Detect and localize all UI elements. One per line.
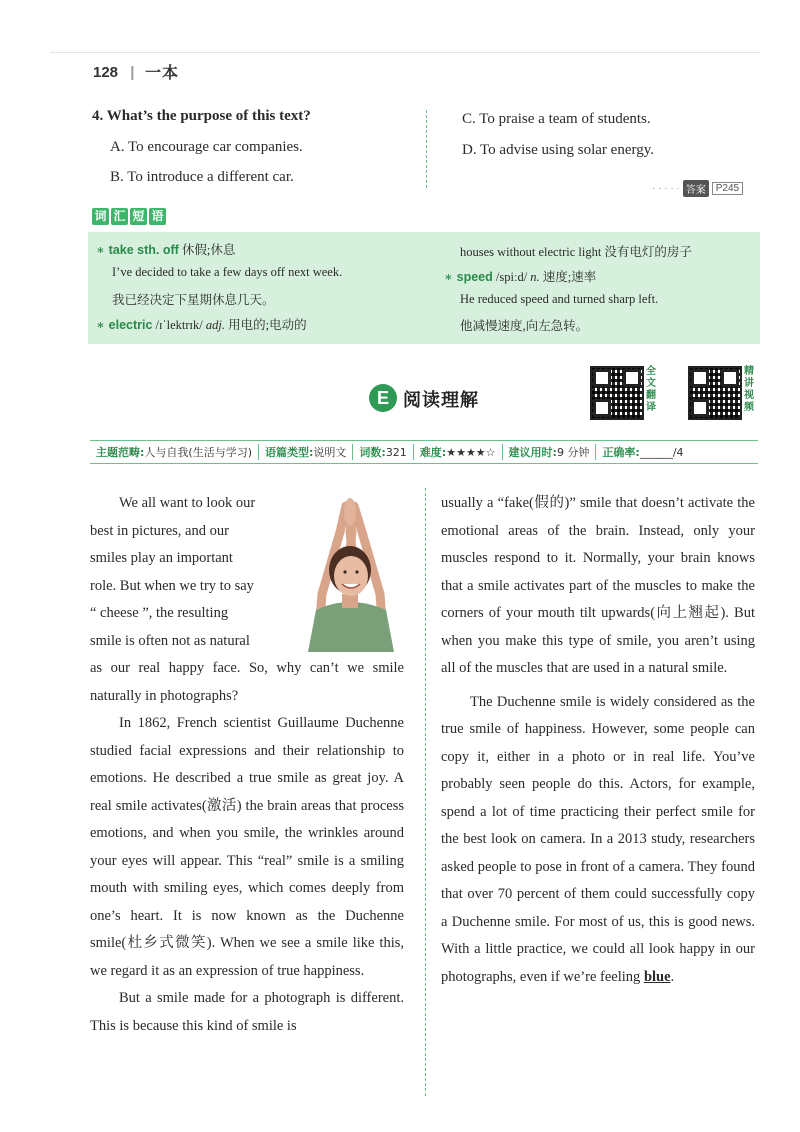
qr-label-video: 精 讲 视 频 xyxy=(744,366,754,413)
answer-page: P245 xyxy=(712,182,743,195)
passage-p2: In 1862, French scientist Guillaume Duchenne studied facial expressions and their relationship to emotions. He described a true smile as great joy. A real smile activates(激活) the brain areas that process emotions, and when you smile, the wrinkles around your eyes will appear. This “real” smile is a smiling mouth with smiling eyes, which comes deeply from one’s heart. It is now known as the Duchenne smile(杜乡式微笑). When we see a smile like this, we regard it as an expression of true happiness. xyxy=(90,715,404,979)
passage-p4: The Duchenne smile is widely considered as the true smile of happiness. However, some people can copy it, either in a photo or in real life. You’ve probably seen people do this. Actors, for example, spend a lot of time practicing their perfect smile for the best look on camera. In a 2013 study, researchers asked people to pose in front of a camera. They found that over 70 percent of them could successfully copy a Duchenne smile. For most of us, this is good news. With a little practice, we could all look happy in our photographs, even if we’re feeling blue. xyxy=(441,693,755,985)
answer-reference: · · · · · 答案 P245 xyxy=(652,180,743,197)
qr-code-translation[interactable] xyxy=(590,366,644,420)
vocab-entry-speed: ∗ speed /spiːd/ n. 速度;速率 xyxy=(444,270,597,284)
vocab-electric-example: houses without electric light 没有电灯的房子 xyxy=(460,245,692,259)
vocab-heading: 词 汇 短 语 xyxy=(92,208,166,225)
info-words: 词数:321 xyxy=(353,444,413,460)
passage-right-column xyxy=(441,490,755,991)
column-divider xyxy=(425,488,426,1096)
header-rule xyxy=(50,52,760,53)
question-divider xyxy=(426,110,427,188)
smiling-woman-photo xyxy=(296,498,404,652)
section-title: 阅读理解 xyxy=(403,390,479,411)
info-accuracy: 正确率:______/4 xyxy=(602,446,684,459)
vocab-speed-example-en: He reduced speed and turned sharp left. xyxy=(460,292,659,306)
vocab-entry-electric: ∗ electric /ɪˈlektrɪk/ adj. 用电的;电动的 xyxy=(96,318,307,332)
vocab-entry-take-off: ∗ take sth. off 休假;休息 xyxy=(96,243,236,257)
passage-p3-continued: usually a “fake(假的)” smile that doesn’t activate the emotional areas of the brain. Instead, only your muscles respond to it. Normally, your brain knows that a smile activates part of the muscles to make the corners of your mouth tilt upwards(向上翘起). But when you make this type of smile, you aren’t using all of the muscles that are used in a natural smile. xyxy=(441,495,755,676)
info-difficulty: 难度:★★★★☆ xyxy=(414,444,503,460)
option-a: A. To encourage car companies. xyxy=(110,139,303,155)
qr-label-translation: 全 文 翻 译 xyxy=(646,366,656,413)
answer-tag: 答案 xyxy=(683,180,709,197)
qr-code-video[interactable] xyxy=(688,366,742,420)
info-theme: 主题范畴:人与自我(生活与学习) xyxy=(90,444,259,460)
section-badge: E xyxy=(369,384,397,412)
vocab-speed-example-zh: 他减慢速度,向左急转。 xyxy=(460,319,589,333)
vocab-box xyxy=(88,232,760,344)
page-number: 128 | xyxy=(93,64,135,81)
brand-logo: 一本 xyxy=(145,63,180,82)
info-time: 建议用时:9 分钟 xyxy=(503,444,597,460)
passage-left-column xyxy=(90,655,404,1040)
question-title: 4. What’s the purpose of this text? xyxy=(92,108,311,124)
vocab-example-zh: 我已经决定下星期休息几天。 xyxy=(112,293,275,307)
info-bar xyxy=(90,440,758,464)
passage-p1-rest: as our real happy face. So, why can’t we smile naturally in photographs? xyxy=(90,660,404,704)
passage-p3: But a smile made for a photograph is different. This is because this kind of smile is xyxy=(90,990,404,1034)
option-d: D. To advise using solar energy. xyxy=(462,142,654,158)
keyword-blue[interactable]: blue xyxy=(643,968,671,985)
option-b: B. To introduce a different car. xyxy=(110,169,294,185)
option-c: C. To praise a team of students. xyxy=(462,111,651,127)
info-type: 语篇类型:说明文 xyxy=(259,444,353,460)
vocab-example-en: I’ve decided to take a few days off next week. xyxy=(112,265,343,279)
passage-p1-wrapped: We all want to look our best in pictures, and our smiles play an important role. But when we try to say “ cheese ”, the resulting smile is often not as natural xyxy=(90,495,256,649)
